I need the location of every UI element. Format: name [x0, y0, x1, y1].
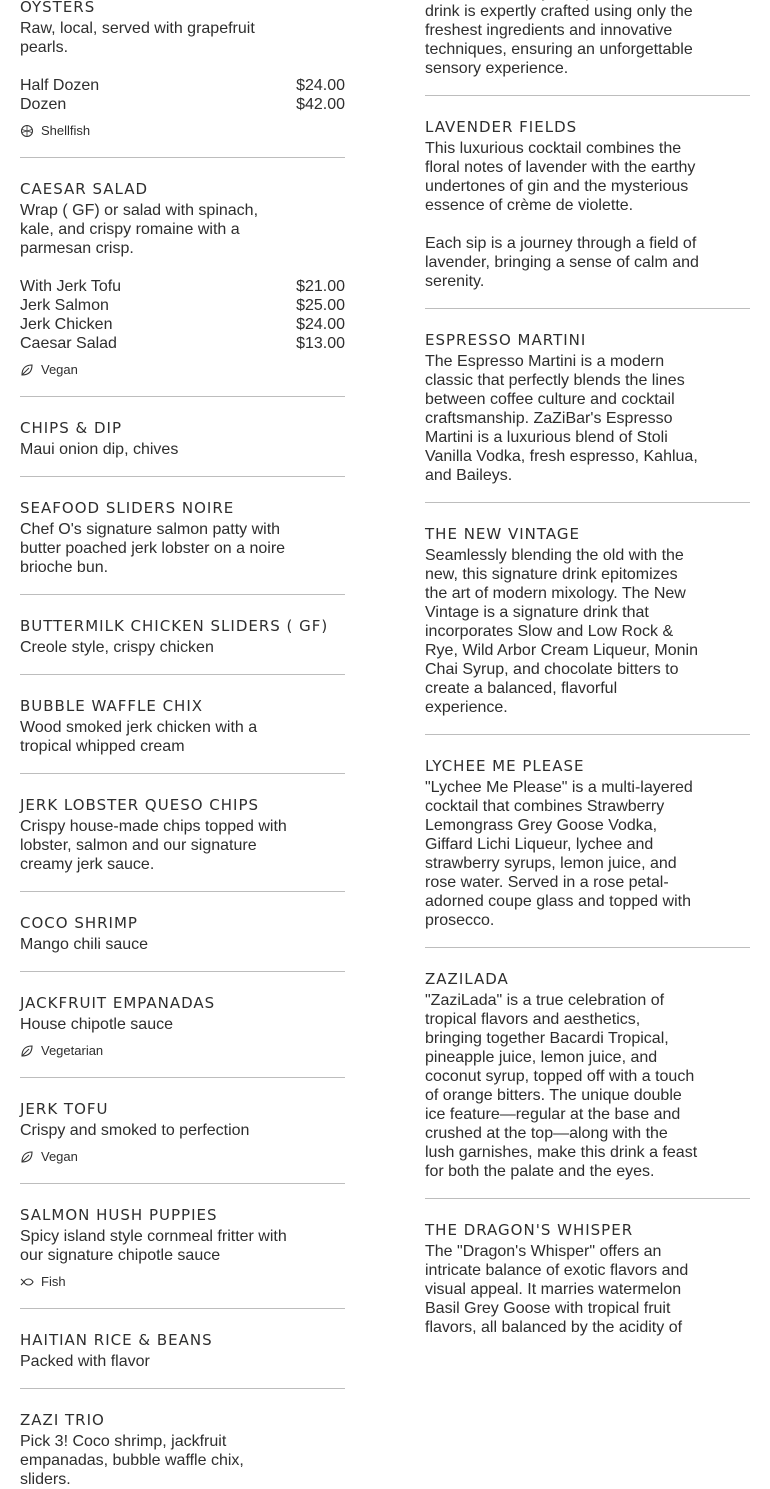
price-row — [20, 334, 345, 353]
menu-item-name: BUBBLE WAFFLE CHIX — [20, 697, 204, 715]
menu-item-lychee-me-please — [425, 757, 750, 930]
menu-item-description: This luxurious cocktail combines the floral notes of lavender with the earthy undertones of gin and the mysterious essence of crème de violette. — [425, 140, 696, 214]
menu-item-description: House chipotle sauce — [20, 1016, 173, 1033]
menu-item-espresso-martini — [425, 331, 750, 485]
dietary-tag — [20, 1273, 345, 1291]
menu-item-haitian-rice-beans — [20, 1331, 345, 1371]
menu-item-name: HAITIAN RICE & BEANS — [20, 1331, 213, 1349]
dietary-tag — [20, 1148, 345, 1166]
menu-item-oysters — [20, 0, 345, 140]
price-row — [20, 277, 345, 296]
price-row — [20, 296, 345, 315]
menu-item-jerk-lobster-queso-chips — [20, 796, 345, 874]
price-label: With Jerk Tofu — [20, 278, 122, 295]
price-list — [20, 277, 345, 353]
menu-item-the-dragon-s-whisper — [425, 1221, 750, 1337]
menu-item-description: Mango chili sauce — [20, 936, 149, 953]
price-row — [20, 95, 345, 114]
leaf-icon — [20, 363, 41, 377]
menu-item-description: Chef O's signature salmon patty with butter poached jerk lobster on a noire brioche bun. — [20, 521, 286, 576]
menu-item-the-new-vintage — [425, 525, 750, 717]
menu-item-name: CAESAR SALAD — [20, 180, 149, 198]
menu-item-name: ZAZI TRIO — [20, 1411, 105, 1429]
menu-item-name: JERK LOBSTER QUESO CHIPS — [20, 796, 260, 814]
menu-item-caesar-salad — [20, 180, 345, 379]
menu-item-description: Each sip is a journey through a field of lavender, bringing a sense of calm and serenity. — [425, 235, 699, 290]
menu-item-name: SALMON HUSH PUPPIES — [20, 1206, 218, 1224]
dietary-tag-label: Shellfish — [41, 123, 91, 138]
shell-icon — [20, 124, 41, 138]
fish-icon — [20, 1275, 41, 1289]
menu-item-name: LYCHEE ME PLEASE — [425, 757, 585, 775]
menu-item-chips-dip — [20, 419, 345, 459]
menu-item-lavender-fields — [425, 118, 750, 291]
menu-item-name: ZAZILADA — [425, 970, 509, 988]
menu-item-bubble-waffle-chix — [20, 697, 345, 756]
menu-item-description: The Espresso Martini is a modern classic that perfectly blends the lines between coffee culture and cocktail craftsmanship. ZaZiBar's Espresso Martini is a luxurious blend of Stoli Vanilla Vodka, fresh espresso, Kahlua, and Baileys. — [425, 353, 698, 484]
dietary-tag-label: Fish — [41, 1274, 66, 1289]
menu-item-coco-shrimp — [20, 914, 345, 954]
menu-item-name: ESPRESSO MARTINI — [425, 331, 587, 349]
menu-item-intro — [425, 0, 750, 78]
menu-item-description: Wrap ( GF) or salad with spinach, kale, and crispy romaine with a parmesan crisp. — [20, 202, 259, 257]
menu-item-salmon-hush-puppies — [20, 1206, 345, 1291]
price-label: Jerk Salmon — [20, 297, 109, 314]
dietary-tag — [20, 122, 345, 140]
menu-item-name: SEAFOOD SLIDERS NOIRE — [20, 499, 235, 517]
dietary-tag-label: Vegan — [41, 1149, 78, 1164]
price-value: $24.00 — [296, 77, 345, 94]
dietary-tag — [20, 1042, 345, 1060]
price-label: Caesar Salad — [20, 335, 117, 352]
dietary-tag-label: Vegan — [41, 362, 78, 377]
menu-item-zazi-trio — [20, 1411, 345, 1489]
price-row — [20, 76, 345, 95]
menu-item-description: Seamlessly blending the old with the new, this signature drink epitomizes the art of modern mixology. The New Vintage is a signature drink that incorporates Slow and Low Rock & Rye, Wild Arbor Cream Liqueur, Monin Chai Syrup, and chocolate bitters to create a balanced, flavorful experience. — [425, 547, 698, 716]
menu-item-name: LAVENDER FIELDS — [425, 118, 578, 136]
menu-item-description: Maui onion dip, chives — [20, 441, 179, 458]
leaf-icon — [20, 1044, 41, 1058]
drinks-menu-column — [425, 0, 750, 1337]
leaf-icon — [20, 1150, 41, 1164]
price-label: Half Dozen — [20, 77, 100, 94]
dietary-tag — [20, 361, 345, 379]
menu-item-name: THE NEW VINTAGE — [425, 525, 580, 543]
menu-item-name: JERK TOFU — [20, 1100, 109, 1118]
menu-item-name: CHIPS & DIP — [20, 419, 122, 437]
menu-item-description: Spicy island style cornmeal fritter with our signature chipotle sauce — [20, 1228, 287, 1264]
price-value: $24.00 — [296, 316, 345, 333]
menu-item-seafood-sliders-noire — [20, 499, 345, 577]
price-value: $13.00 — [296, 335, 345, 352]
menu-item-description: Crispy house-made chips topped with lobster, salmon and our signature creamy jerk sauce. — [20, 818, 287, 873]
menu-item-description: drink is expertly crafted using only the freshest ingredients and innovative techniques, ensuring an unforgettable sensory experience. — [425, 3, 693, 77]
menu-item-description: Raw, local, served with grapefruit pearls. — [20, 20, 255, 56]
menu-item-name: COCO SHRIMP — [20, 914, 138, 932]
price-label: Jerk Chicken — [20, 316, 113, 333]
menu-item-buttermilk-chicken-sliders-gf — [20, 617, 345, 657]
menu-item-description: "ZaziLada" is a true celebration of tropical flavors and aesthetics, bringing together Bacardi Tropical, pineapple juice, lemon juice, and coconut syrup, topped off with a touch of orange bitters. The unique double ice feature—regular at the base and crushed at the top—along with the lush garnishes, make this drink a feast for both the palate and the eyes. — [425, 992, 698, 1180]
menu-item-jerk-tofu — [20, 1100, 345, 1166]
menu-item-name: JACKFRUIT EMPANADAS — [20, 994, 216, 1012]
menu-item-name: THE DRAGON'S WHISPER — [425, 1221, 634, 1239]
price-value: $42.00 — [296, 96, 345, 113]
price-value: $25.00 — [296, 297, 345, 314]
dietary-tag-label: Vegetarian — [41, 1043, 104, 1058]
menu-item-description: Packed with flavor — [20, 1353, 150, 1370]
menu-item-description: Creole style, crispy chicken — [20, 639, 214, 656]
menu-item-name: BUTTERMILK CHICKEN SLIDERS ( GF) — [20, 617, 329, 635]
menu-item-description: "Lychee Me Please" is a multi-layered cocktail that combines Strawberry Lemongrass Grey Goose Vodka, Giffard Lichi Liqueur, lychee and strawberry syrups, lemon juice, and rose water. Served in a rose petal-adorned coupe glass and topped with prosecco. — [425, 779, 693, 929]
menu-item-description: The "Dragon's Whisper" offers an intricate balance of exotic flavors and visual appeal. It marries watermelon Basil Grey Goose with tropical fruit flavors, all balanced by the acidity of — [425, 1243, 689, 1336]
price-value: $21.00 — [296, 278, 345, 295]
menu-item-zazilada — [425, 970, 750, 1181]
menu-item-description: Wood smoked jerk chicken with a tropical whipped cream — [20, 719, 258, 755]
menu-item-jackfruit-empanadas — [20, 994, 345, 1060]
menu-item-description: Pick 3! Coco shrimp, jackfruit empanadas, bubble waffle chix, sliders. — [20, 1433, 244, 1488]
food-menu-column — [20, 0, 345, 1489]
menu-item-name: OYSTERS — [20, 0, 96, 16]
price-list — [20, 76, 345, 114]
price-row — [20, 315, 345, 334]
menu-item-description: Crispy and smoked to perfection — [20, 1122, 250, 1139]
price-label: Dozen — [20, 96, 67, 113]
